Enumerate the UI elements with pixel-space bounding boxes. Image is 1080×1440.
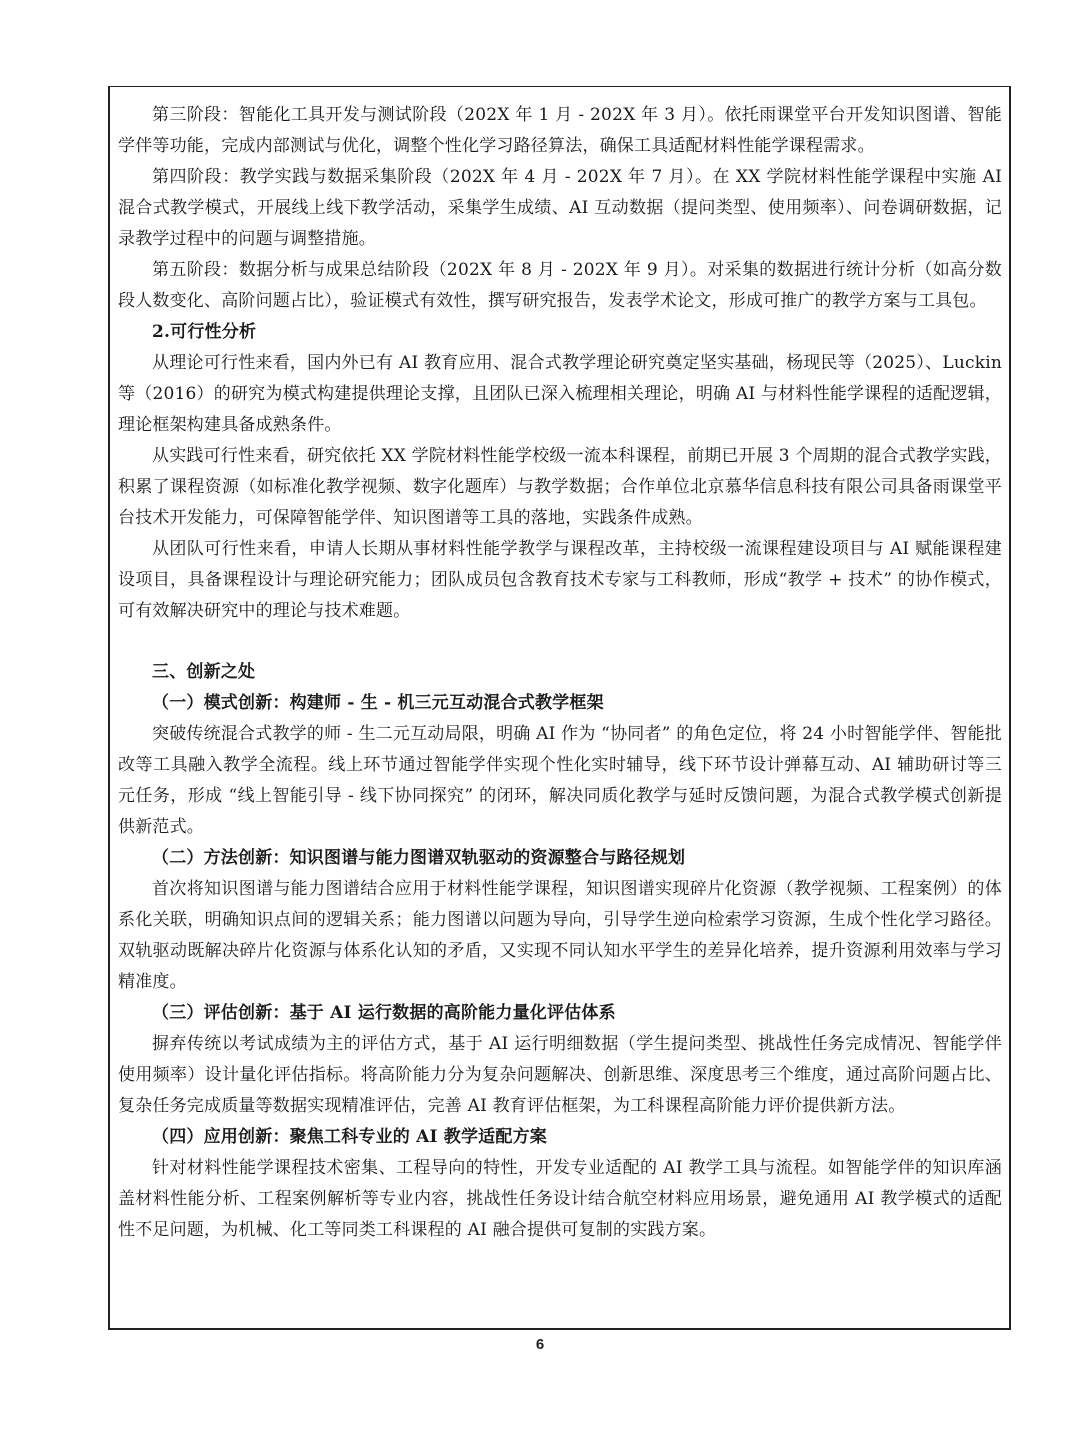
phase-5-paragraph: 第五阶段：数据分析与成果总结阶段（202X 年 8 月 - 202X 年 9 月）。对采集的数据进行统计分析（如高分数段人数变化、高阶问题占比），验证模式有效性，撰写研究报告，发表学术论文，形成可推广的教学方案与工具包。: [118, 260, 1002, 311]
innovation-4-paragraph: 针对材料性能学课程技术密集、工程导向的特性，开发专业适配的 AI 教学工具与流程。如智能学伴的知识库涵盖材料性能分析、工程案例解析等专业内容，挑战性任务设计结合航空材料应用场景，避免通用 AI 教学模式的适配性不足问题，为机械、化工等同类工科课程的 AI 融合提供可复制的实践方案。: [118, 1158, 1002, 1240]
innovation-2-paragraph: 首次将知识图谱与能力图谱结合应用于材料性能学课程，知识图谱实现碎片化资源（教学视频、工程案例）的体系化关联，明确知识点间的逻辑关系；能力图谱以问题为导向，引导学生逆向检索学习资源，生成个性化学习路径。双轨驱动既解决碎片化资源与体系化认知的矛盾，又实现不同认知水平学生的差异化培养，提升资源利用效率与学习精准度。: [118, 879, 1002, 992]
practice-feasibility-paragraph: 从实践可行性来看，研究依托 XX 学院材料性能学校级一流本科课程，前期已开展 3 个周期的混合式教学实践，积累了课程资源（如标准化教学视频、数字化题库）与教学数据；合作单位北京慕华信息科技有限公司具备雨课堂平台技术开发能力，可保障智能学伴、知识图谱等工具的落地，实践条件成熟。: [118, 446, 1002, 528]
document-body: [118, 100, 1002, 1246]
feasibility-heading: 2.可行性分析: [152, 322, 257, 342]
innovation-3-heading: （三）评估创新：基于 AI 运行数据的高阶能力量化评估体系: [152, 1003, 616, 1023]
team-feasibility-paragraph: 从团队可行性来看，申请人长期从事材料性能学教学与课程改革，主持校级一流课程建设项目与 AI 赋能课程建设项目，具备课程设计与理论研究能力；团队成员包含教育技术专家与工科教师，形成“教学 + 技术” 的协作模式，可有效解决研究中的理论与技术难题。: [118, 539, 1002, 621]
theory-feasibility-paragraph: 从理论可行性来看，国内外已有 AI 教育应用、混合式教学理论研究奠定坚实基础，杨现民等（2025）、Luckin 等（2016）的研究为模式构建提供理论支撑，且团队已深入梳理相关理论，明确 AI 与材料性能学课程的适配逻辑，理论框架构建具备成熟条件。: [118, 353, 1002, 435]
innovation-1-heading: （一）模式创新：构建师 - 生 - 机三元互动混合式教学框架: [152, 693, 604, 713]
innovation-1-paragraph: 突破传统混合式教学的师 - 生二元互动局限，明确 AI 作为 “协同者” 的角色定位，将 24 小时智能学伴、智能批改等工具融入教学全流程。线上环节通过智能学伴实现个性化实时辅导，线下环节设计弹幕互动、AI 辅助研讨等三元任务，形成 “线上智能引导 - 线下协同探究” 的闭环，解决同质化教学与延时反馈问题，为混合式教学模式创新提供新范式。: [118, 724, 1002, 837]
innovation-section-title: 三、创新之处: [152, 662, 256, 682]
page-number: 6: [535, 1336, 545, 1353]
phase-4-paragraph: 第四阶段：教学实践与数据采集阶段（202X 年 4 月 - 202X 年 7 月）。在 XX 学院材料性能学课程中实施 AI 混合式教学模式，开展线上线下教学活动，采集学生成绩、AI 互动数据（提问类型、使用频率）、问卷调研数据，记录教学过程中的问题与调整措施。: [118, 167, 1002, 249]
innovation-3-paragraph: 摒弃传统以考试成绩为主的评估方式，基于 AI 运行明细数据（学生提问类型、挑战性任务完成情况、智能学伴使用频率）设计量化评估指标。将高阶能力分为复杂问题解决、创新思维、深度思考三个维度，通过高阶问题占比、复杂任务完成质量等数据实现精准评估，完善 AI 教育评估框架，为工科课程高阶能力评价提供新方法。: [118, 1034, 1002, 1116]
phase-3-paragraph: 第三阶段：智能化工具开发与测试阶段（202X 年 1 月 - 202X 年 3 月）。依托雨课堂平台开发知识图谱、智能学伴等功能，完成内部测试与优化，调整个性化学习路径算法，确保工具适配材料性能学课程需求。: [118, 105, 1002, 156]
innovation-2-heading: （二）方法创新：知识图谱与能力图谱双轨驱动的资源整合与路径规划: [152, 848, 686, 868]
innovation-4-heading: （四）应用创新：聚焦工科专业的 AI 教学适配方案: [152, 1127, 547, 1147]
